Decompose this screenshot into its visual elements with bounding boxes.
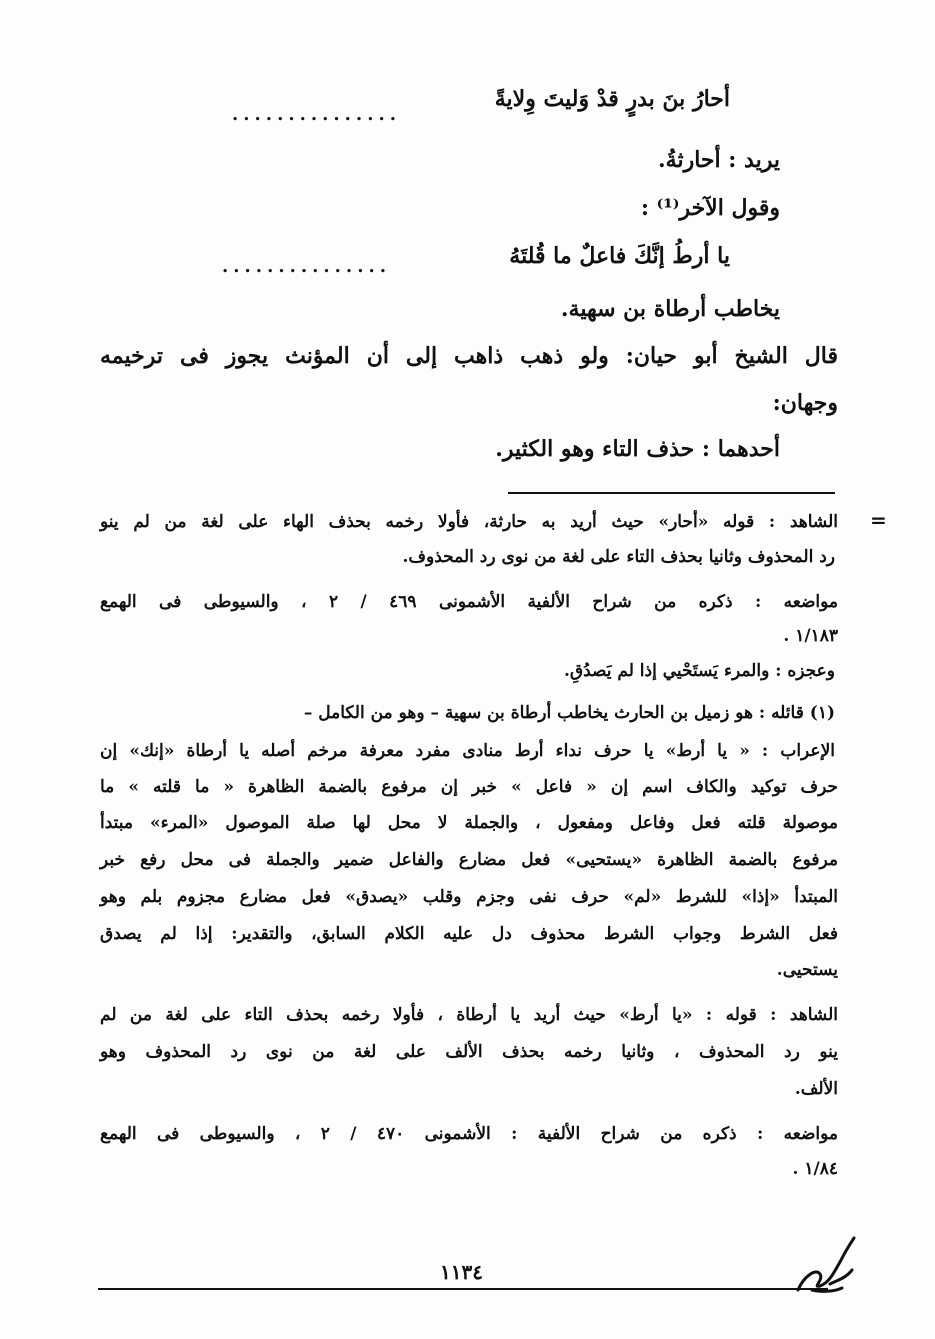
page-number: ١١٣٤ xyxy=(440,1260,483,1284)
footnote-line-5: وعجزه : والمرء يَستَحْيي إذا لم يَصدُقِ. xyxy=(563,661,835,681)
signature-mark xyxy=(790,1232,860,1298)
text-line-first-way: أحدهما : حذف التاء وهو الكثير. xyxy=(495,436,780,462)
footnote-line-3: مواضعه : ذكره من شراح الألفية الأشمونى ٤٦٩ / ٢ ، والسيوطى فى الهمع xyxy=(100,592,839,612)
continuation-marker: = xyxy=(870,508,887,532)
footnote-line-16: الألف. xyxy=(794,1079,838,1099)
text-line-yurid: يريد : أحارثةُ. xyxy=(658,147,780,173)
footnote-line-4: ١/١٨٣ . xyxy=(783,626,838,646)
text-line-addressee: يخاطب أرطاة بن سهية. xyxy=(560,296,780,322)
verse-2-ellipsis: ............... xyxy=(222,256,391,277)
footnote-line-13: يستحيى. xyxy=(776,960,838,980)
text-line-wajhan: وجهان: xyxy=(772,390,838,416)
footnote-line-18: ١/٨٤ . xyxy=(792,1159,838,1179)
text-line-abu-hayyan: قال الشيخ أبو حيان: ولو ذهب ذاهب إلى أن المؤنث يجوز فى ترخيمه xyxy=(100,343,838,369)
verse-1: أحارُ بنَ بدرٍ قدْ وَليتَ وِلايةً xyxy=(494,86,730,112)
footnote-line-15: ينو رد المحذوف ، وثانيا رخمه بحذف الألف على لغة من نوى رد المحذوف وهو xyxy=(100,1042,838,1062)
footnote-line-14: الشاهد : قوله : «يا أرط» حيث أريد يا أرطاة ، فأولا رخمه بحذف التاء على لغة من لم xyxy=(100,1005,838,1025)
bottom-rule xyxy=(98,1288,828,1290)
footnote-line-1: الشاهد : قوله «أحار» حيث أريد به حارثة، فأولا رخمه بحذف الهاء على لغة من لم ينو xyxy=(100,512,838,532)
footnote-separator xyxy=(508,492,835,494)
footnote-line-10: مرفوع بالضمة الظاهرة «يستحيى» فعل مضارع والفاعل ضمير والجملة فى محل رفع خبر xyxy=(100,850,838,870)
footnote-line-8: حرف توكيد والكاف اسم إن « فاعل » خبر إن مرفوع بالضمة الظاهرة « ما قلته » ما xyxy=(100,777,838,797)
footnote-line-2: رد المحذوف وثانيا بحذف التاء على لغة من نوى رد المحذوف. xyxy=(402,547,835,567)
verse-1-ellipsis: ............... xyxy=(232,104,401,125)
footnote-line-12: فعل الشرط وجواب الشرط محذوف دل عليه الكلام السابق، والتقدير: إذا لم يصدق xyxy=(100,924,838,944)
footnote-line-9: موصولة قلته فعل وفاعل ومفعول ، والجملة لا محل لها صلة الموصول «المرء» مبتدأ xyxy=(100,813,838,833)
footnote-line-7: الإعراب : « يا أرط» يا حرف نداء أرط منادى مفرد معرفة مرخم أصله يا أرطاة «إنك» إن xyxy=(100,741,835,761)
verse-2: يا أرطُ إنَّكَ فاعلٌ ما قُلتَهُ xyxy=(509,243,730,269)
footnote-line-17: مواضعه : ذكره من شراح الألفية : الأشمونى ٤٧٠ / ٢ ، والسيوطى فى الهمع xyxy=(100,1124,838,1144)
text-line-other-poet: وقول الآخر⁽¹⁾ : xyxy=(640,195,780,221)
footnote-line-11: المبتدأ «إذا» للشرط «لم» حرف نفى وجزم وقلب «يصدق» فعل مضارع مجزوم بلم وهو xyxy=(100,887,838,907)
footnote-line-6: (١) قائله : هو زميل بن الحارث يخاطب أرطاة بن سهية – وهو من الكامل – xyxy=(303,703,835,723)
